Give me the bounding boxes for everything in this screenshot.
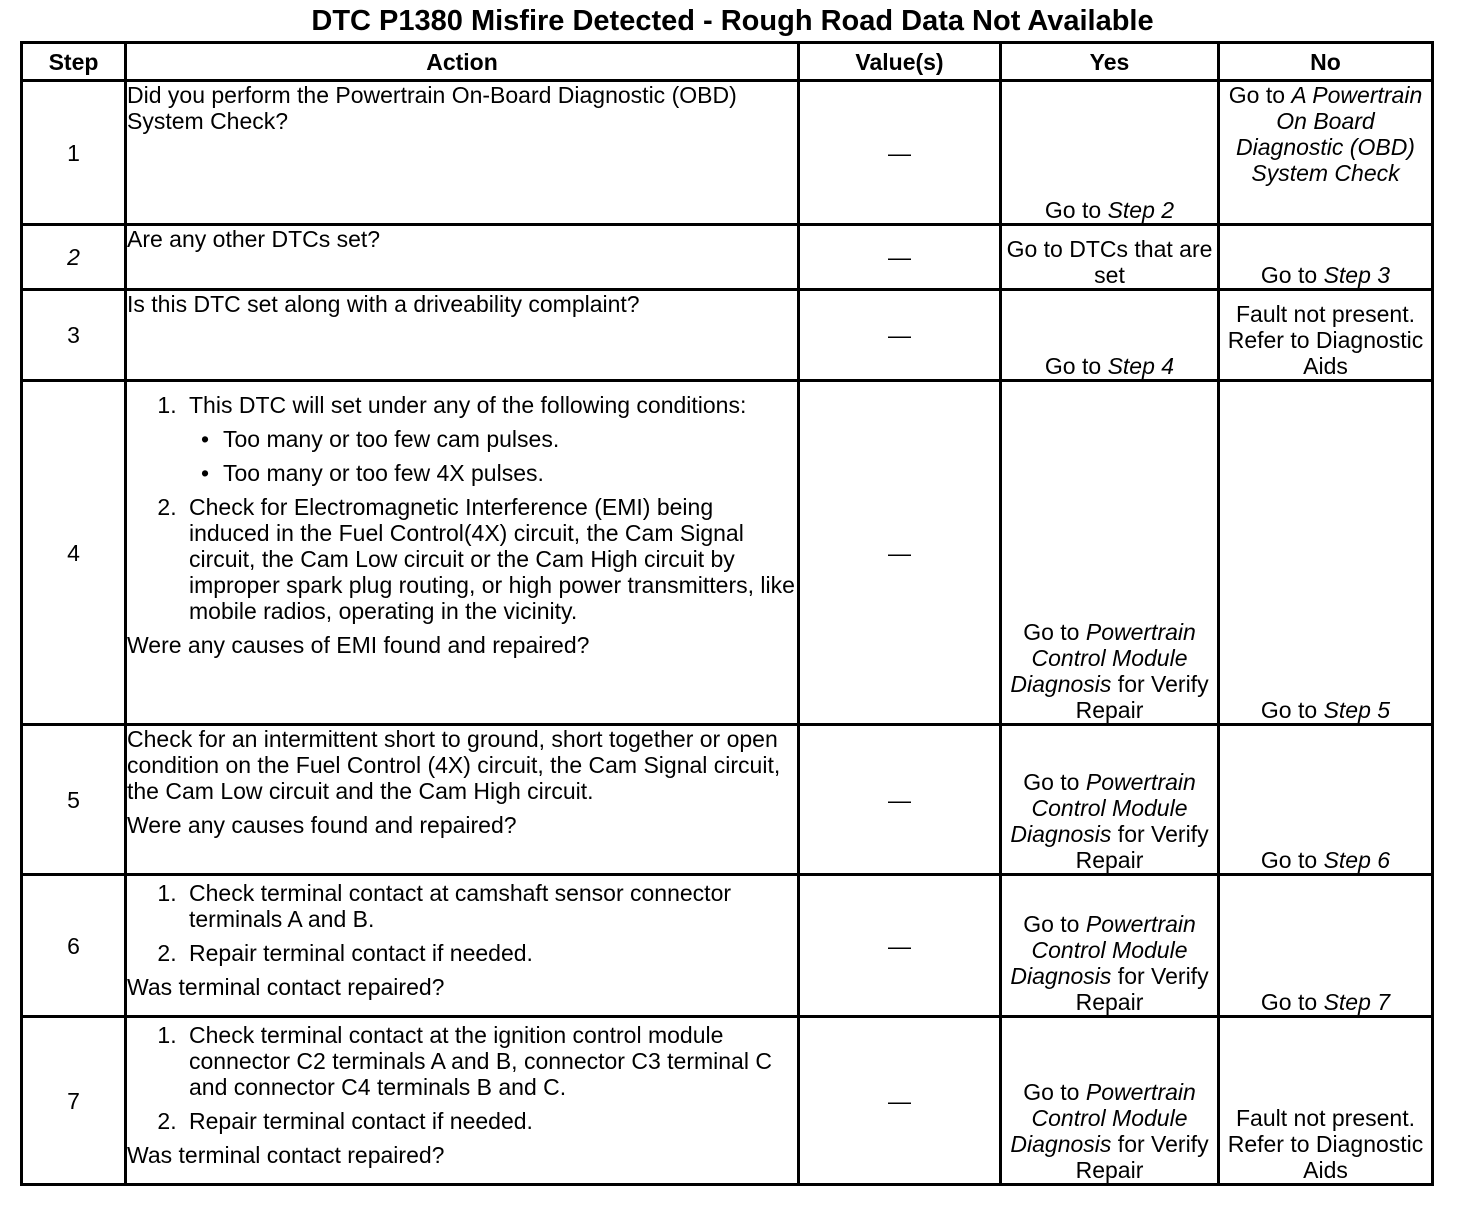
step-number: 3 xyxy=(22,290,126,381)
step-number: 5 xyxy=(22,725,126,875)
action-text: Did you perform the Powertrain On-Board Diagnostic (OBD) System Check? xyxy=(126,81,799,225)
action-question: Were any causes found and repaired? xyxy=(127,812,517,838)
table-row xyxy=(22,725,1433,875)
table-row xyxy=(22,290,1433,381)
action-cell xyxy=(126,381,799,725)
no-link[interactable]: Step 5 xyxy=(1323,697,1391,723)
yes-cell: Go to Powertrain Control Module Diagnosis for Verify Repair xyxy=(1001,1017,1219,1185)
step-number: 7 xyxy=(22,1017,126,1185)
yes-link[interactable]: Powertrain Control Module Diagnosis xyxy=(1010,1079,1196,1157)
header-no: No xyxy=(1219,43,1433,81)
no-cell: Go to Step 6 xyxy=(1219,725,1433,875)
no-link[interactable]: Step 3 xyxy=(1323,262,1391,288)
page-title: DTC P1380 Misfire Detected - Rough Road Data Not Available xyxy=(311,5,1154,37)
value-cell: — xyxy=(799,81,1001,225)
yes-link[interactable]: Step 2 xyxy=(1107,197,1175,223)
bullet-item: • Too many or too few 4X pulses. xyxy=(189,460,797,486)
no-link[interactable]: Step 7 xyxy=(1323,989,1391,1015)
step-number: 4 xyxy=(22,381,126,725)
table-row xyxy=(22,225,1433,290)
no-cell: Fault not present. Refer to Diagnostic Aids xyxy=(1219,1017,1433,1185)
header-values: Value(s) xyxy=(799,43,1001,81)
no-cell: Fault not present. Refer to Diagnostic Aids xyxy=(1219,290,1433,381)
action-list-item: 1. This DTC will set under any of the following conditions: • Too many or too few cam pulses. • Too many or too few 4X pulses. xyxy=(183,392,797,486)
action-list-item: 1. Check terminal contact at the ignition control module connector C2 terminals A and B, connector C3 terminal C and connector C4 terminals B and C. xyxy=(183,1022,797,1100)
no-cell: Go to Step 5 xyxy=(1219,381,1433,725)
step-number: 6 xyxy=(22,875,126,1017)
yes-cell: Go to Step 4 xyxy=(1001,290,1219,381)
value-cell: — xyxy=(799,290,1001,381)
table-row xyxy=(22,81,1433,225)
action-cell xyxy=(126,725,799,875)
yes-link[interactable]: Step 4 xyxy=(1107,353,1175,379)
header-step: Step xyxy=(22,43,126,81)
action-cell xyxy=(126,1017,799,1185)
table-row xyxy=(22,1017,1433,1185)
yes-cell: Go to Powertrain Control Module Diagnosis for Verify Repair xyxy=(1001,875,1219,1017)
yes-link[interactable]: Powertrain Control Module Diagnosis xyxy=(1010,619,1196,697)
table-row xyxy=(22,381,1433,725)
action-list-item: 2. Repair terminal contact if needed. xyxy=(183,940,797,966)
yes-link[interactable]: Powertrain Control Module Diagnosis xyxy=(1010,769,1196,847)
header-yes: Yes xyxy=(1001,43,1219,81)
action-text: Is this DTC set along with a driveability complaint? xyxy=(126,290,799,381)
yes-cell: Go to DTCs that are set xyxy=(1001,225,1219,290)
action-list-item: 2. Check for Electromagnetic Interference (EMI) being induced in the Fuel Control(4X) circuit, the Cam Signal circuit, the Cam Low circuit or the Cam High circuit by improper spark plug routing, or high power transmitters, like mobile radios, operating in the vicinity. xyxy=(183,494,797,624)
yes-cell: Go to Powertrain Control Module Diagnosis for Verify Repair xyxy=(1001,381,1219,725)
value-cell: — xyxy=(799,225,1001,290)
action-question: Were any causes of EMI found and repaired? xyxy=(127,632,590,658)
yes-cell: Go to Step 2 xyxy=(1001,81,1219,225)
value-cell: — xyxy=(799,725,1001,875)
bullet-item: • Too many or too few cam pulses. xyxy=(189,426,797,452)
action-text: Are any other DTCs set? xyxy=(126,225,799,290)
value-cell: — xyxy=(799,1017,1001,1185)
action-question: Was terminal contact repaired? xyxy=(127,1142,445,1168)
action-list-item: 2. Repair terminal contact if needed. xyxy=(183,1108,797,1134)
value-cell: — xyxy=(799,875,1001,1017)
no-cell: Go to Step 7 xyxy=(1219,875,1433,1017)
header-action: Action xyxy=(126,43,799,81)
diagnostic-table xyxy=(20,41,1434,1186)
header-row xyxy=(22,43,1433,81)
yes-cell: Go to Powertrain Control Module Diagnosis for Verify Repair xyxy=(1001,725,1219,875)
value-cell: — xyxy=(799,381,1001,725)
step-number: 1 xyxy=(22,81,126,225)
no-cell: Go to A Powertrain On Board Diagnostic (OBD) System Check xyxy=(1219,81,1433,225)
action-list-item: 1. Check terminal contact at camshaft sensor connector terminals A and B. xyxy=(183,880,797,932)
action-question: Was terminal contact repaired? xyxy=(127,974,445,1000)
no-cell: Go to Step 3 xyxy=(1219,225,1433,290)
action-cell xyxy=(126,875,799,1017)
yes-link[interactable]: Powertrain Control Module Diagnosis xyxy=(1010,911,1196,989)
step-number: 2 xyxy=(22,225,126,290)
action-text: Check for an intermittent short to ground, short together or open condition on the Fuel Control (4X) circuit, the Cam Signal circuit, the Cam Low circuit and the Cam High circuit. xyxy=(127,726,781,804)
no-link[interactable]: A Powertrain On Board Diagnostic (OBD) System Check xyxy=(1236,82,1423,186)
table-row xyxy=(22,875,1433,1017)
no-link[interactable]: Step 6 xyxy=(1323,847,1391,873)
